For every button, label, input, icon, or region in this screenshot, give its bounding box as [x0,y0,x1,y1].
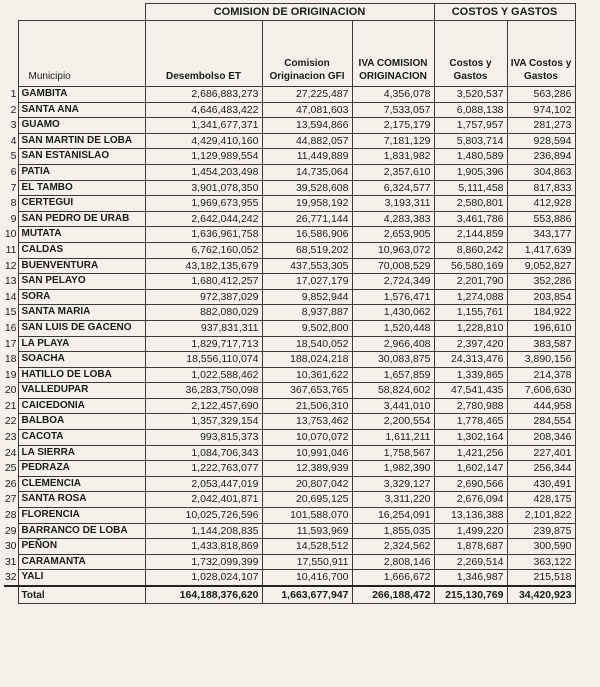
cell-iva-comision: 3,193,311 [352,196,434,212]
cell-iva-costos: 352,286 [507,274,575,290]
cell-comision: 10,361,622 [262,367,352,383]
cell-costos: 1,302,164 [434,430,507,446]
cell-costos: 1,602,147 [434,461,507,477]
table-row [4,352,575,368]
header-desembolso: Desembolso ET [145,21,262,87]
cell-municipio: SAN PEDRO DE URAB [18,211,145,227]
cell-comision: 10,070,072 [262,430,352,446]
cell-municipio: FLORENCIA [18,508,145,524]
row-number: 2 [10,103,17,116]
row-number: 1 [10,88,17,100]
cell-desembolso: 18,556,110,074 [145,352,262,368]
cell-iva-costos: 974,102 [507,102,575,118]
cell-municipio: SORA [18,289,145,305]
row-number: 29 [4,524,17,537]
cell-desembolso: 1,433,818,869 [145,539,262,555]
cell-desembolso: 1,341,677,371 [145,118,262,134]
cell-municipio: PATIA [18,164,145,180]
table-row [4,320,575,336]
cell-costos: 1,905,396 [434,164,507,180]
table-row [4,383,575,399]
table-row [4,133,575,149]
cell-municipio: CERTEGUI [18,196,145,212]
row-number: 20 [4,384,17,397]
cell-desembolso: 2,053,447,019 [145,476,262,492]
cell-iva-comision: 7,533,057 [352,102,434,118]
cell-comision: 14,735,064 [262,164,352,180]
cell-costos: 13,136,388 [434,508,507,524]
cell-municipio: SAN ESTANISLAO [18,149,145,165]
cell-iva-comision: 4,356,078 [352,87,434,103]
cell-comision: 68,519,202 [262,242,352,258]
cell-desembolso: 4,429,410,160 [145,133,262,149]
total-comision: 1,663,677,947 [262,586,352,604]
row-number: 7 [10,181,17,194]
cell-costos: 1,155,761 [434,305,507,321]
cell-municipio: SOACHA [18,352,145,368]
cell-iva-comision: 1,666,672 [352,570,434,586]
cell-iva-comision: 2,200,554 [352,414,434,430]
group-costos-gastos: COSTOS Y GASTOS [434,4,575,21]
cell-iva-costos: 2,101,822 [507,508,575,524]
header-comision-gfi: Comision Originacion GFI [262,21,352,87]
table-row [4,211,575,227]
cell-costos: 2,690,566 [434,476,507,492]
header-iva-costos: IVA Costos y Gastos [507,21,575,87]
table-row [4,476,575,492]
table-row [4,508,575,524]
cell-iva-costos: 363,122 [507,554,575,570]
cell-comision: 14,528,512 [262,539,352,555]
cell-desembolso: 1,454,203,498 [145,164,262,180]
table-row [4,305,575,321]
group-comision-originacion: COMISION DE ORIGINACION [145,4,434,21]
cell-municipio: SAN LUIS DE GACENO [18,320,145,336]
cell-municipio: GAMBITA [18,87,145,103]
row-number: 31 [4,555,17,568]
table-row [4,492,575,508]
cell-comision: 11,449,889 [262,149,352,165]
cell-iva-costos: 383,587 [507,336,575,352]
cell-iva-comision: 3,329,127 [352,476,434,492]
cell-desembolso: 6,762,160,052 [145,242,262,258]
cell-comision: 11,593,969 [262,523,352,539]
table-row [4,336,575,352]
row-number: 25 [4,462,17,475]
cell-iva-comision: 2,724,349 [352,274,434,290]
total-iva-comision: 266,188,472 [352,586,434,604]
cell-iva-costos: 284,554 [507,414,575,430]
cell-costos: 5,803,714 [434,133,507,149]
cell-iva-comision: 1,520,448 [352,320,434,336]
cell-comision: 12,389,939 [262,461,352,477]
cell-iva-comision: 2,653,905 [352,227,434,243]
total-iva-costos: 34,420,923 [507,586,575,604]
row-number: 26 [4,477,17,490]
cell-desembolso: 1,022,588,462 [145,367,262,383]
cell-costos: 2,269,514 [434,554,507,570]
cell-iva-comision: 70,008,529 [352,258,434,274]
cell-desembolso: 937,831,311 [145,320,262,336]
cell-comision: 437,553,305 [262,258,352,274]
row-number: 4 [10,134,17,147]
cell-iva-comision: 2,357,610 [352,164,434,180]
cell-desembolso: 2,122,457,690 [145,398,262,414]
cell-iva-costos: 304,863 [507,164,575,180]
cell-desembolso: 1,028,024,107 [145,570,262,586]
cell-costos: 1,339,865 [434,367,507,383]
row-number: 6 [10,165,17,178]
cell-costos: 2,676,094 [434,492,507,508]
row-number: 13 [4,275,17,288]
row-number: 27 [4,493,17,506]
cell-desembolso: 3,901,078,350 [145,180,262,196]
table-row [4,570,575,586]
cell-municipio: LA PLAYA [18,336,145,352]
cell-desembolso: 1,732,099,399 [145,554,262,570]
cell-costos: 56,580,169 [434,258,507,274]
cell-iva-comision: 2,324,562 [352,539,434,555]
row-number: 30 [4,540,17,553]
cell-costos: 1,228,810 [434,320,507,336]
cell-municipio: SAN MARTIN DE LOBA [18,133,145,149]
cell-iva-comision: 1,430,062 [352,305,434,321]
cell-costos: 1,878,687 [434,539,507,555]
financial-table [4,3,576,604]
cell-iva-comision: 2,808,146 [352,554,434,570]
cell-desembolso: 1,144,208,835 [145,523,262,539]
cell-municipio: SANTA ANA [18,102,145,118]
cell-comision: 20,807,042 [262,476,352,492]
row-number: 8 [10,197,17,210]
table-row [4,242,575,258]
cell-comision: 9,502,800 [262,320,352,336]
cell-iva-comision: 4,283,383 [352,211,434,227]
cell-iva-costos: 3,890,156 [507,352,575,368]
cell-municipio: CLEMENCIA [18,476,145,492]
cell-comision: 10,416,700 [262,570,352,586]
cell-municipio: PEDRAZA [18,461,145,477]
cell-comision: 44,882,057 [262,133,352,149]
table-row [4,461,575,477]
cell-costos: 6,088,138 [434,102,507,118]
cell-municipio: HATILLO DE LOBA [18,367,145,383]
row-number: 9 [10,212,17,225]
cell-costos: 3,520,537 [434,87,507,103]
cell-costos: 2,144,859 [434,227,507,243]
header-iva-comision: IVA COMISION ORIGINACION [352,21,434,87]
cell-municipio: GUAMO [18,118,145,134]
row-number: 14 [4,290,17,303]
cell-iva-costos: 928,594 [507,133,575,149]
cell-iva-costos: 215,518 [507,570,575,586]
header-municipio: Municipio [18,21,145,87]
cell-desembolso: 1,969,673,955 [145,196,262,212]
cell-municipio: SANTA ROSA [18,492,145,508]
cell-iva-comision: 1,855,035 [352,523,434,539]
table-row [4,414,575,430]
cell-iva-comision: 16,254,091 [352,508,434,524]
cell-desembolso: 1,829,717,713 [145,336,262,352]
cell-iva-costos: 300,590 [507,539,575,555]
cell-costos: 2,201,790 [434,274,507,290]
cell-comision: 26,771,144 [262,211,352,227]
cell-iva-comision: 3,311,220 [352,492,434,508]
cell-iva-comision: 3,441,010 [352,398,434,414]
cell-iva-costos: 1,417,639 [507,242,575,258]
row-number: 18 [4,353,17,366]
cell-iva-comision: 30,083,875 [352,352,434,368]
total-label: Total [18,586,145,604]
table-row [4,554,575,570]
row-number: 28 [4,509,17,522]
table-row [4,398,575,414]
cell-municipio: MUTATA [18,227,145,243]
header-costos-gastos: Costos y Gastos [434,21,507,87]
cell-desembolso: 4,646,483,422 [145,102,262,118]
cell-iva-comision: 1,831,982 [352,149,434,165]
group-header-row [4,4,575,21]
cell-costos: 1,480,589 [434,149,507,165]
row-number: 10 [4,228,17,241]
cell-desembolso: 36,283,750,098 [145,383,262,399]
cell-iva-costos: 196,610 [507,320,575,336]
table-row [4,274,575,290]
cell-iva-comision: 58,824,602 [352,383,434,399]
cell-desembolso: 10,025,726,596 [145,508,262,524]
cell-desembolso: 1,636,961,758 [145,227,262,243]
cell-iva-costos: 444,958 [507,398,575,414]
cell-comision: 367,653,765 [262,383,352,399]
row-number: 12 [4,259,17,272]
cell-iva-costos: 184,922 [507,305,575,321]
cell-iva-costos: 817,833 [507,180,575,196]
cell-costos: 2,780,988 [434,398,507,414]
cell-comision: 39,528,608 [262,180,352,196]
cell-municipio: SAN PELAYO [18,274,145,290]
cell-iva-comision: 2,175,179 [352,118,434,134]
cell-iva-costos: 9,052,827 [507,258,575,274]
cell-iva-costos: 412,928 [507,196,575,212]
cell-costos: 3,461,786 [434,211,507,227]
table-row [4,87,575,103]
cell-municipio: CALDAS [18,242,145,258]
cell-desembolso: 1,357,329,154 [145,414,262,430]
cell-comision: 13,753,462 [262,414,352,430]
cell-costos: 24,313,476 [434,352,507,368]
cell-costos: 47,541,435 [434,383,507,399]
cell-municipio: BARRANCO DE LOBA [18,523,145,539]
cell-comision: 9,852,944 [262,289,352,305]
cell-costos: 1,274,088 [434,289,507,305]
cell-desembolso: 43,182,135,679 [145,258,262,274]
cell-comision: 13,594,866 [262,118,352,134]
cell-comision: 27,225,487 [262,87,352,103]
cell-costos: 1,499,220 [434,523,507,539]
cell-iva-comision: 1,758,567 [352,445,434,461]
cell-comision: 47,081,603 [262,102,352,118]
cell-costos: 8,860,242 [434,242,507,258]
cell-iva-costos: 236,894 [507,149,575,165]
cell-municipio: LA SIERRA [18,445,145,461]
row-number: 24 [4,446,17,459]
table-row [4,523,575,539]
total-desembolso: 164,188,376,620 [145,586,262,604]
row-number: 23 [4,431,17,444]
table-row [4,118,575,134]
table-row [4,539,575,555]
cell-desembolso: 972,387,029 [145,289,262,305]
cell-desembolso: 1,680,412,257 [145,274,262,290]
total-row [4,586,575,604]
cell-desembolso: 2,642,044,242 [145,211,262,227]
cell-iva-costos: 256,344 [507,461,575,477]
cell-comision: 188,024,218 [262,352,352,368]
table-row [4,227,575,243]
cell-iva-comision: 1,611,211 [352,430,434,446]
cell-iva-costos: 281,273 [507,118,575,134]
row-number: 21 [4,399,17,412]
row-number: 32 [4,571,17,584]
cell-comision: 21,506,310 [262,398,352,414]
cell-costos: 1,757,957 [434,118,507,134]
table-row [4,102,575,118]
row-number: 15 [4,306,17,319]
cell-municipio: PEÑON [18,539,145,555]
cell-costos: 1,421,256 [434,445,507,461]
cell-desembolso: 1,222,763,077 [145,461,262,477]
cell-comision: 10,991,046 [262,445,352,461]
cell-municipio: CAICEDONIA [18,398,145,414]
cell-comision: 17,550,911 [262,554,352,570]
cell-costos: 2,580,801 [434,196,507,212]
cell-iva-comision: 1,576,471 [352,289,434,305]
cell-desembolso: 882,080,029 [145,305,262,321]
cell-municipio: CARAMANTA [18,554,145,570]
row-number: 11 [5,243,17,256]
cell-municipio: BALBOA [18,414,145,430]
cell-comision: 17,027,179 [262,274,352,290]
cell-desembolso: 1,084,706,343 [145,445,262,461]
table-row [4,367,575,383]
cell-iva-comision: 2,966,408 [352,336,434,352]
cell-iva-costos: 428,175 [507,492,575,508]
cell-municipio: CACOTA [18,430,145,446]
row-number: 17 [4,337,17,350]
cell-comision: 19,958,192 [262,196,352,212]
table-row [4,149,575,165]
cell-iva-comision: 1,982,390 [352,461,434,477]
cell-costos: 1,778,465 [434,414,507,430]
cell-iva-comision: 6,324,577 [352,180,434,196]
row-number: 19 [4,368,17,381]
cell-comision: 20,695,125 [262,492,352,508]
table-row [4,430,575,446]
cell-comision: 16,586,906 [262,227,352,243]
row-number: 16 [4,321,17,334]
cell-iva-comision: 1,657,859 [352,367,434,383]
table-row [4,258,575,274]
row-number: 22 [4,415,17,428]
cell-iva-costos: 214,378 [507,367,575,383]
cell-municipio: BUENVENTURA [18,258,145,274]
cell-iva-costos: 239,875 [507,523,575,539]
row-number: 3 [10,119,17,132]
cell-comision: 8,937,887 [262,305,352,321]
table-row [4,180,575,196]
cell-iva-comision: 10,963,072 [352,242,434,258]
table-row [4,289,575,305]
cell-desembolso: 2,686,883,273 [145,87,262,103]
cell-iva-costos: 227,401 [507,445,575,461]
table-row [4,164,575,180]
cell-desembolso: 2,042,401,871 [145,492,262,508]
cell-costos: 2,397,420 [434,336,507,352]
cell-costos: 5,111,458 [434,180,507,196]
table-row [4,445,575,461]
cell-municipio: SANTA MARIA [18,305,145,321]
cell-iva-costos: 203,854 [507,289,575,305]
cell-comision: 18,540,052 [262,336,352,352]
cell-desembolso: 1,129,989,554 [145,149,262,165]
cell-iva-costos: 430,491 [507,476,575,492]
total-costos: 215,130,769 [434,586,507,604]
cell-iva-costos: 343,177 [507,227,575,243]
cell-iva-costos: 563,286 [507,87,575,103]
cell-costos: 1,346,987 [434,570,507,586]
cell-iva-costos: 553,886 [507,211,575,227]
column-header-row [4,21,575,87]
row-number: 5 [10,150,17,163]
cell-municipio: YALI [18,570,145,586]
cell-municipio: EL TAMBO [18,180,145,196]
cell-iva-costos: 208,346 [507,430,575,446]
cell-comision: 101,588,070 [262,508,352,524]
cell-iva-costos: 7,606,630 [507,383,575,399]
cell-municipio: VALLEDUPAR [18,383,145,399]
table-body [4,87,575,587]
cell-desembolso: 993,815,373 [145,430,262,446]
cell-iva-comision: 7,181,129 [352,133,434,149]
table-row [4,196,575,212]
